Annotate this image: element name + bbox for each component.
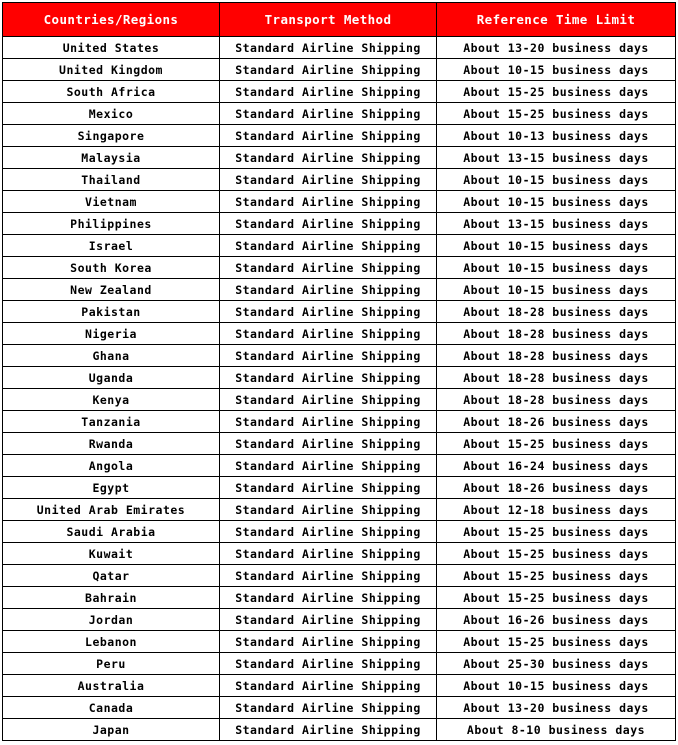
transport-method-cell: Standard Airline Shipping	[220, 411, 437, 433]
country-cell: Kenya	[3, 389, 220, 411]
country-cell: Canada	[3, 697, 220, 719]
table-row	[3, 169, 676, 191]
table-row	[3, 631, 676, 653]
time-limit-cell: About 15-25 business days	[437, 433, 676, 455]
table-row	[3, 411, 676, 433]
country-cell: Philippines	[3, 213, 220, 235]
country-cell: Qatar	[3, 565, 220, 587]
country-cell: United States	[3, 37, 220, 59]
country-cell: Mexico	[3, 103, 220, 125]
transport-method-cell: Standard Airline Shipping	[220, 169, 437, 191]
time-limit-cell: About 18-28 business days	[437, 389, 676, 411]
transport-method-cell: Standard Airline Shipping	[220, 521, 437, 543]
time-limit-cell: About 16-26 business days	[437, 609, 676, 631]
table-row	[3, 477, 676, 499]
table-row	[3, 565, 676, 587]
table-row	[3, 213, 676, 235]
table-row	[3, 301, 676, 323]
time-limit-cell: About 15-25 business days	[437, 103, 676, 125]
time-limit-cell: About 18-28 business days	[437, 301, 676, 323]
table-row	[3, 653, 676, 675]
transport-method-cell: Standard Airline Shipping	[220, 279, 437, 301]
time-limit-cell: About 18-26 business days	[437, 411, 676, 433]
transport-method-cell: Standard Airline Shipping	[220, 631, 437, 653]
table-row	[3, 257, 676, 279]
country-cell: Peru	[3, 653, 220, 675]
time-limit-cell: About 10-15 business days	[437, 675, 676, 697]
country-cell: Australia	[3, 675, 220, 697]
table-row	[3, 59, 676, 81]
transport-method-cell: Standard Airline Shipping	[220, 301, 437, 323]
transport-method-cell: Standard Airline Shipping	[220, 719, 437, 741]
country-cell: Singapore	[3, 125, 220, 147]
time-limit-cell: About 10-15 business days	[437, 257, 676, 279]
time-limit-cell: About 15-25 business days	[437, 521, 676, 543]
table-row	[3, 81, 676, 103]
country-cell: Egypt	[3, 477, 220, 499]
table-row	[3, 587, 676, 609]
header-reference-time-limit: Reference Time Limit	[437, 3, 676, 37]
transport-method-cell: Standard Airline Shipping	[220, 587, 437, 609]
time-limit-cell: About 15-25 business days	[437, 543, 676, 565]
country-cell: Rwanda	[3, 433, 220, 455]
table-row	[3, 191, 676, 213]
header-row	[3, 3, 676, 37]
transport-method-cell: Standard Airline Shipping	[220, 103, 437, 125]
table-header	[3, 3, 676, 37]
header-countries-regions: Countries/Regions	[3, 3, 220, 37]
transport-method-cell: Standard Airline Shipping	[220, 37, 437, 59]
transport-method-cell: Standard Airline Shipping	[220, 235, 437, 257]
country-cell: New Zealand	[3, 279, 220, 301]
country-cell: Tanzania	[3, 411, 220, 433]
time-limit-cell: About 15-25 business days	[437, 631, 676, 653]
time-limit-cell: About 10-15 business days	[437, 191, 676, 213]
transport-method-cell: Standard Airline Shipping	[220, 499, 437, 521]
transport-method-cell: Standard Airline Shipping	[220, 653, 437, 675]
table-row	[3, 609, 676, 631]
country-cell: Ghana	[3, 345, 220, 367]
time-limit-cell: About 18-28 business days	[437, 345, 676, 367]
shipping-time-table	[2, 2, 676, 741]
transport-method-cell: Standard Airline Shipping	[220, 697, 437, 719]
transport-method-cell: Standard Airline Shipping	[220, 367, 437, 389]
transport-method-cell: Standard Airline Shipping	[220, 609, 437, 631]
header-transport-method: Transport Method	[220, 3, 437, 37]
country-cell: Japan	[3, 719, 220, 741]
country-cell: Pakistan	[3, 301, 220, 323]
time-limit-cell: About 15-25 business days	[437, 81, 676, 103]
table-row	[3, 499, 676, 521]
transport-method-cell: Standard Airline Shipping	[220, 477, 437, 499]
country-cell: Angola	[3, 455, 220, 477]
transport-method-cell: Standard Airline Shipping	[220, 213, 437, 235]
table-row	[3, 147, 676, 169]
time-limit-cell: About 13-15 business days	[437, 213, 676, 235]
country-cell: South Africa	[3, 81, 220, 103]
transport-method-cell: Standard Airline Shipping	[220, 675, 437, 697]
table-row	[3, 697, 676, 719]
country-cell: United Arab Emirates	[3, 499, 220, 521]
table-row	[3, 235, 676, 257]
time-limit-cell: About 13-15 business days	[437, 147, 676, 169]
country-cell: Jordan	[3, 609, 220, 631]
table-row	[3, 543, 676, 565]
time-limit-cell: About 10-15 business days	[437, 235, 676, 257]
country-cell: Malaysia	[3, 147, 220, 169]
table-body	[3, 37, 676, 741]
transport-method-cell: Standard Airline Shipping	[220, 543, 437, 565]
country-cell: Thailand	[3, 169, 220, 191]
time-limit-cell: About 15-25 business days	[437, 565, 676, 587]
country-cell: Lebanon	[3, 631, 220, 653]
table-row	[3, 367, 676, 389]
time-limit-cell: About 18-28 business days	[437, 367, 676, 389]
country-cell: United Kingdom	[3, 59, 220, 81]
table-row	[3, 323, 676, 345]
table-row	[3, 103, 676, 125]
time-limit-cell: About 16-24 business days	[437, 455, 676, 477]
transport-method-cell: Standard Airline Shipping	[220, 455, 437, 477]
transport-method-cell: Standard Airline Shipping	[220, 125, 437, 147]
table-row	[3, 345, 676, 367]
time-limit-cell: About 10-13 business days	[437, 125, 676, 147]
table-row	[3, 675, 676, 697]
time-limit-cell: About 15-25 business days	[437, 587, 676, 609]
transport-method-cell: Standard Airline Shipping	[220, 257, 437, 279]
time-limit-cell: About 10-15 business days	[437, 279, 676, 301]
transport-method-cell: Standard Airline Shipping	[220, 323, 437, 345]
table-row	[3, 389, 676, 411]
country-cell: Nigeria	[3, 323, 220, 345]
table-row	[3, 521, 676, 543]
table-row	[3, 279, 676, 301]
transport-method-cell: Standard Airline Shipping	[220, 433, 437, 455]
table-row	[3, 719, 676, 741]
country-cell: Israel	[3, 235, 220, 257]
transport-method-cell: Standard Airline Shipping	[220, 389, 437, 411]
table-row	[3, 37, 676, 59]
transport-method-cell: Standard Airline Shipping	[220, 81, 437, 103]
time-limit-cell: About 13-20 business days	[437, 697, 676, 719]
time-limit-cell: About 18-26 business days	[437, 477, 676, 499]
country-cell: South Korea	[3, 257, 220, 279]
time-limit-cell: About 18-28 business days	[437, 323, 676, 345]
transport-method-cell: Standard Airline Shipping	[220, 565, 437, 587]
table-row	[3, 433, 676, 455]
country-cell: Vietnam	[3, 191, 220, 213]
country-cell: Uganda	[3, 367, 220, 389]
table-row	[3, 455, 676, 477]
transport-method-cell: Standard Airline Shipping	[220, 191, 437, 213]
time-limit-cell: About 10-15 business days	[437, 59, 676, 81]
time-limit-cell: About 10-15 business days	[437, 169, 676, 191]
time-limit-cell: About 8-10 business days	[437, 719, 676, 741]
time-limit-cell: About 25-30 business days	[437, 653, 676, 675]
transport-method-cell: Standard Airline Shipping	[220, 147, 437, 169]
transport-method-cell: Standard Airline Shipping	[220, 59, 437, 81]
table-row	[3, 125, 676, 147]
time-limit-cell: About 13-20 business days	[437, 37, 676, 59]
time-limit-cell: About 12-18 business days	[437, 499, 676, 521]
country-cell: Kuwait	[3, 543, 220, 565]
country-cell: Bahrain	[3, 587, 220, 609]
country-cell: Saudi Arabia	[3, 521, 220, 543]
transport-method-cell: Standard Airline Shipping	[220, 345, 437, 367]
